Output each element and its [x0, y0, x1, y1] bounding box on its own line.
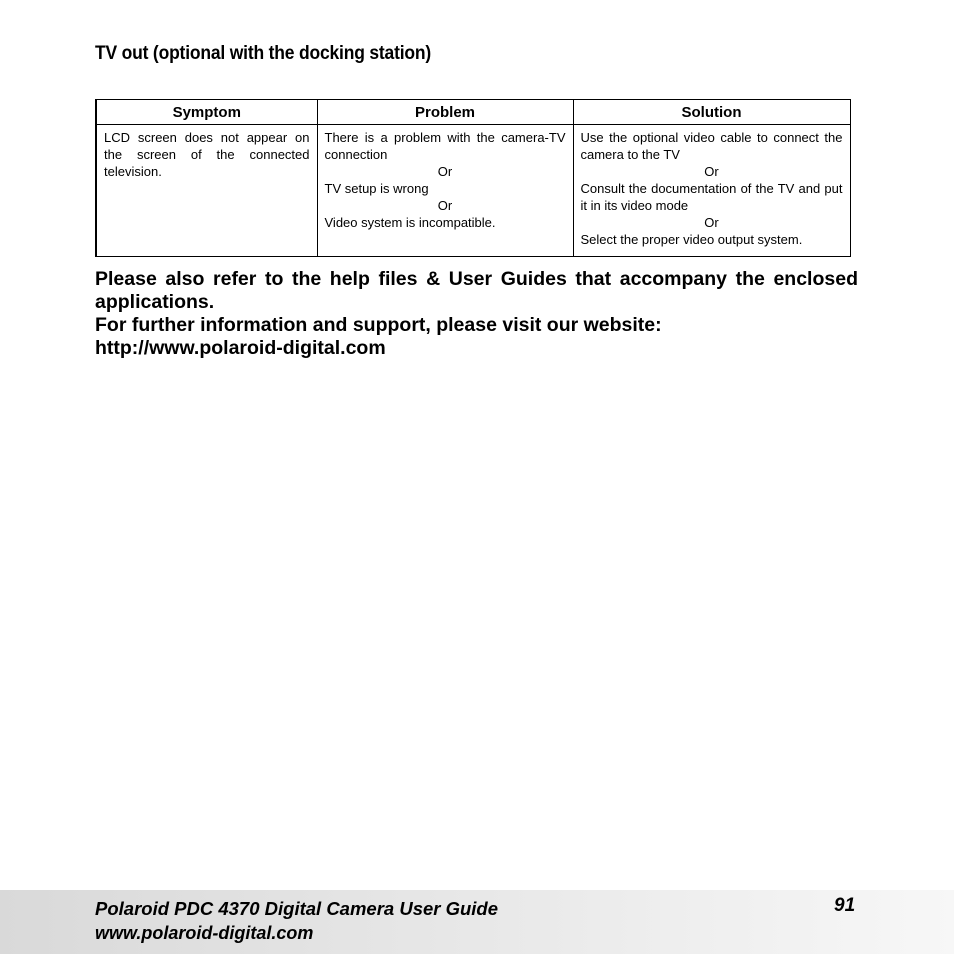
table-header-row	[96, 100, 850, 125]
solution-or: Or	[704, 215, 719, 230]
solution-or: Or	[704, 164, 719, 179]
table-row	[96, 125, 850, 257]
website-link[interactable]: http://www.polaroid-digital.com	[95, 337, 386, 359]
support-text: For further information and support, please visit our website:	[95, 314, 662, 336]
header-problem: Problem	[317, 100, 573, 125]
header-symptom: Symptom	[96, 100, 317, 125]
problem-or: Or	[437, 198, 453, 213]
section-heading: TV out (optional with the docking station)	[95, 43, 432, 64]
solution-item: Use the optional video cable to connect the camera to the TV	[580, 130, 843, 162]
problem-item: Video system is incompatible.	[324, 215, 496, 230]
problem-cell	[317, 125, 573, 257]
header-solution: Solution	[573, 100, 850, 125]
problem-item: There is a problem with the camera-TV connection	[324, 130, 566, 162]
solution-cell	[573, 125, 850, 257]
footer-url[interactable]: www.polaroid-digital.com	[95, 923, 314, 943]
symptom-cell	[96, 125, 317, 257]
refer-text-line2: applications.	[95, 291, 215, 313]
support-notes	[95, 268, 858, 360]
solution-item: Select the proper video output system.	[580, 232, 803, 247]
solution-item: Consult the documentation of the TV and put it in its video mode	[580, 181, 843, 213]
refer-text-line1: Please also refer to the help files & User Guides that accompany the enclosed	[95, 268, 858, 290]
page-number: 91	[834, 895, 856, 916]
page-footer	[0, 890, 954, 954]
troubleshooting-table	[95, 99, 851, 257]
symptom-text: LCD screen does not appear on the screen of the connected television.	[104, 130, 310, 179]
footer-guide-title: Polaroid PDC 4370 Digital Camera User Guide	[95, 898, 499, 919]
problem-item: TV setup is wrong	[324, 181, 429, 196]
problem-or: Or	[437, 164, 453, 179]
